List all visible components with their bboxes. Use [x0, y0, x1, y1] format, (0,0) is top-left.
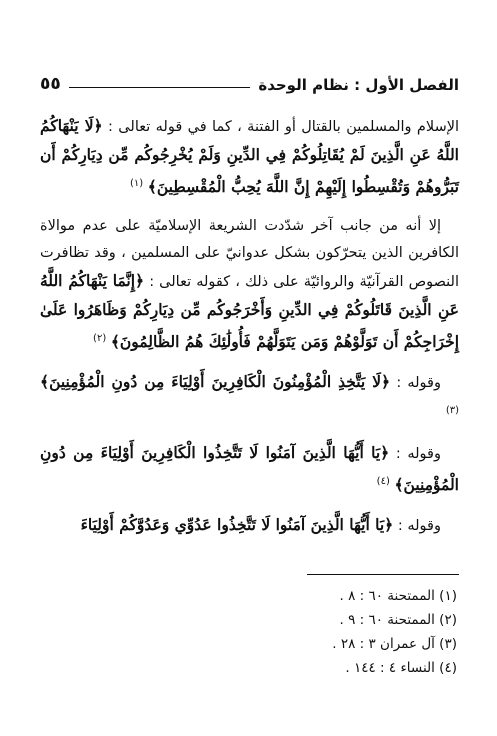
footnote: (٢) الممتحنة ٦٠ : ٩ . [339, 612, 457, 628]
paragraph-text: وقوله : [395, 446, 441, 463]
footnote: (٣) آل عمران ٣ : ٢٨ . [332, 636, 457, 652]
paragraph-text: وقوله : [396, 374, 441, 391]
footnote-ref: (٣) [445, 404, 459, 416]
quran-verse: ﴿يَا أَيُّهَا الَّذِينَ آمَنُوا لَا تَتَّخِذُوا الْكَافِرِينَ أَوْلِيَاءَ مِن دُونِ الْمُؤْمِنِينَ﴾ [40, 443, 459, 495]
footnote: (٤) النساء ٤ : ١٤٤ . [345, 660, 457, 676]
paragraph [40, 213, 459, 357]
quran-verse: ﴿إِنَّمَا يَنْهَاكُمُ اللَّهُ عَنِ الَّذِينَ قَاتَلُوكُمْ فِي الدِّينِ وَأَخْرَجُوكُم مِّن دِيَارِكُمْ وَظَاهَرُوا عَلَىٰ إِخْرَاجِكُمْ أَن تَوَلَّوْهُمْ وَمَن يَتَوَلَّهُمْ فَأُولَٰئِكَ هُمُ الظَّالِمُونَ﴾ [40, 270, 459, 351]
paragraph [40, 112, 459, 202]
footnotes [157, 584, 457, 680]
quran-verse: ﴿يَا أَيُّهَا الَّذِينَ آمَنُوا لَا تَتَّخِذُوا عَدُوِّي وَعَدُوَّكُمْ أَوْلِيَاءَ [80, 515, 394, 535]
chapter-title: الفصل الأول : نظام الوحدة [258, 76, 459, 94]
footnote: (١) الممتحنة ٦٠ : ٨ . [339, 588, 457, 604]
quran-verse: ﴿لَا يَتَّخِذِ الْمُؤْمِنُونَ الْكَافِرِينَ أَوْلِيَاءَ مِن دُونِ الْمُؤْمِنِينَ﴾ [40, 371, 391, 391]
paragraph [40, 511, 459, 540]
quran-verse: ﴿لَا يَنْهَاكُمُ اللَّهُ عَنِ الَّذِينَ لَمْ يُقَاتِلُوكُمْ فِي الدِّينِ وَلَمْ يُخْرِجُوكُم مِّن دِيَارِكُمْ أَن تَبَرُّوهُمْ وَتُقْسِطُوا إِلَيْهِمْ إِنَّ اللَّهَ يُحِبُّ الْمُقْسِطِينَ﴾ [40, 116, 459, 196]
footnote-separator [307, 574, 459, 575]
page-body [40, 112, 459, 551]
paragraph [40, 368, 459, 429]
footnote-ref: (٢) [93, 332, 107, 344]
footnote-ref: (٤) [376, 476, 390, 488]
page-number: ٥٥ [40, 74, 61, 94]
paragraph-text: وقوله : [397, 518, 441, 535]
paragraph-text: إلا أنه من جانب آخر شدّدت الشريعة الإسلاميّة على عدم موالاة الكافرين الذين يتحرّكون بشكل عدوانيّ على المسلمين ، وقد تظافرت النصوص القرآنيّة والروائيّة على ذلك ، كقوله تعالى : [40, 217, 459, 290]
paragraph-text: الإسلام والمسلمين بالقتال أو الفتنة ، كما في قوله تعالى : [108, 119, 460, 135]
page-header [40, 68, 459, 94]
paragraph [40, 439, 459, 500]
footnote-ref: (١) [130, 178, 144, 189]
header-rule [69, 87, 251, 88]
